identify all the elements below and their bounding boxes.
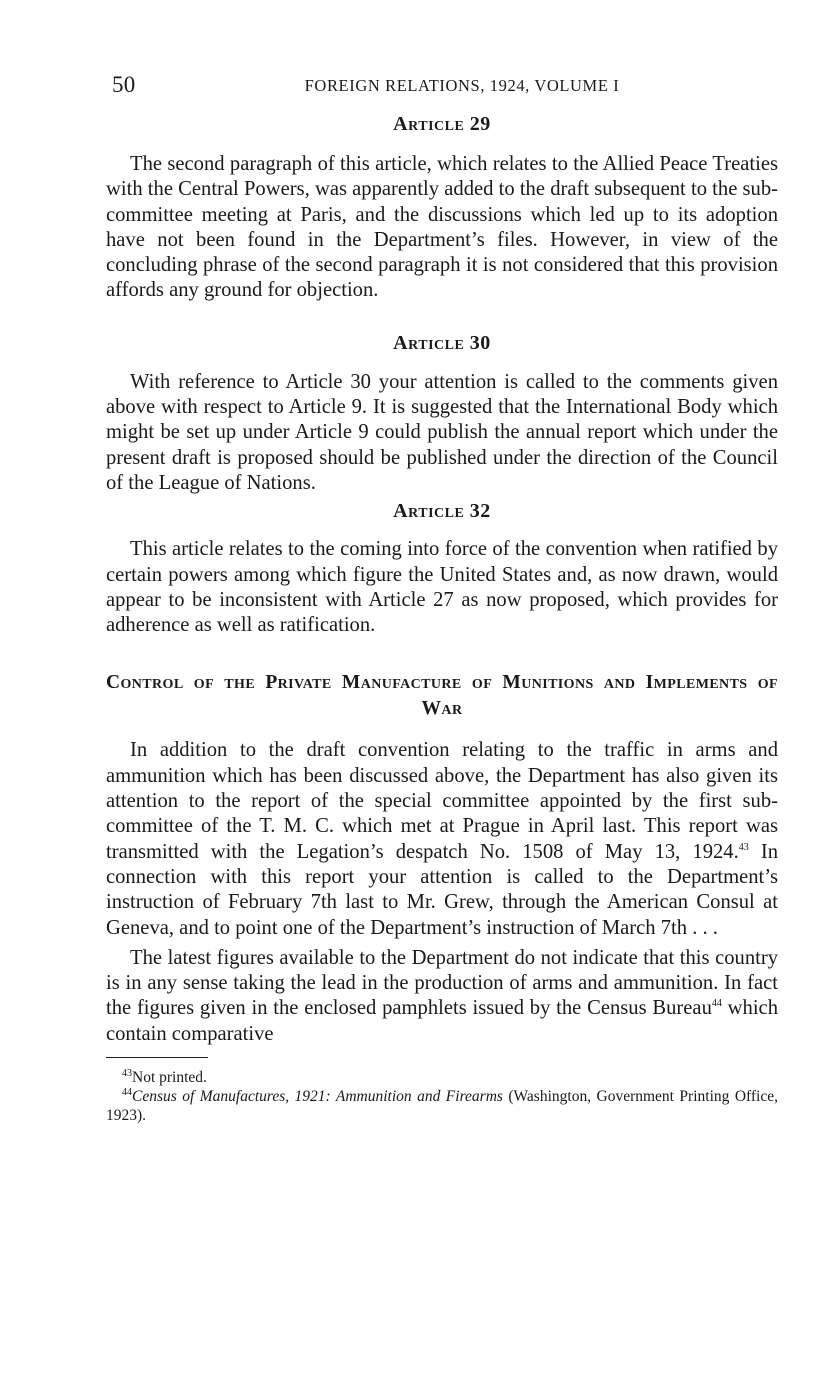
footnote-44-title: Census of Manufactures, 1921: Ammunition and Firearms: [132, 1088, 503, 1106]
footnote-ref-43: 43: [738, 841, 749, 853]
footnote-44-marker: 44: [122, 1086, 132, 1098]
article-29-heading: Article 29: [393, 113, 491, 135]
article-32-paragraph: This article relates to the coming into force of the convention when ratified by certain powers among which figure the United States and, as now drawn, would appear to be inconsistent with Article 27 as now proposed, which provides for adherence as well as ratification.: [106, 538, 778, 637]
article-29-paragraph: The second paragraph of this article, which relates to the Allied Peace Treaties with the Central Powers, was apparently added to the draft subsequent to the sub-committee meeting at Paris, and the discussions which led up to its adoption have not been found in the Department’s files. However, in view of the concluding phrase of the second paragraph it is not considered that this provision affords any ground for objection.: [106, 153, 778, 302]
footnote-43-marker: 43: [122, 1067, 132, 1079]
footnote-ref-44: 44: [711, 998, 722, 1010]
control-paragraph-2-text-a: The latest figures available to the Department do not indicate that this country is in any sense taking the lead in the production of arms and ammunition. In fact the figures given in the enclosed pamphlets issued by the Census Bureau: [106, 946, 778, 1020]
document-page: [106, 68, 778, 1125]
running-head: [106, 68, 778, 104]
running-title: FOREIGN RELATIONS, 1924, VOLUME I: [304, 76, 620, 95]
page-number: 50: [112, 72, 136, 97]
control-paragraph-1-text-b: In connection with this report your attention is called to the Department’s instruction of February 7th last to Mr. Grew, through the American Consul at Geneva, and to point one of the Department’s instruction of March 7th . . .: [106, 840, 778, 939]
control-paragraph-1: [106, 738, 778, 940]
footnote-divider: [106, 1057, 208, 1058]
section-heading-private-manufacture: Control of the Private Manufacture of Munitions and Implements of War: [106, 672, 778, 720]
footnote-43-text: Not printed.: [132, 1069, 207, 1087]
footnote-44: [106, 1087, 778, 1125]
article-30-heading: Article 30: [393, 331, 491, 354]
article-32-heading: Article 32: [393, 500, 491, 523]
control-paragraph-2: [106, 946, 778, 1047]
footnote-43: [106, 1068, 778, 1087]
control-paragraph-2-text-b: which contain comparative: [106, 997, 778, 1045]
control-paragraph-1-text-a: In addition to the draft convention relating to the traffic in arms and ammunition which has been discussed above, the Department has also given its attention to the report of the special committee appointed by the first sub-committee of the T. M. C. which met at Prague in April last. This report was transmitted with the Legation’s despatch No. 1508 of May 13, 1924.: [106, 739, 778, 863]
article-30-paragraph: With reference to Article 30 your attention is called to the comments given above with respect to Article 9. It is suggested that the International Body which might be set up under Article 9 could publish the annual report which under the present draft is proposed should be published under the direction of the Council of the League of Nations.: [106, 370, 778, 494]
footnote-44-text: (Washington, Government Printing Office, 1923).: [106, 1088, 778, 1125]
